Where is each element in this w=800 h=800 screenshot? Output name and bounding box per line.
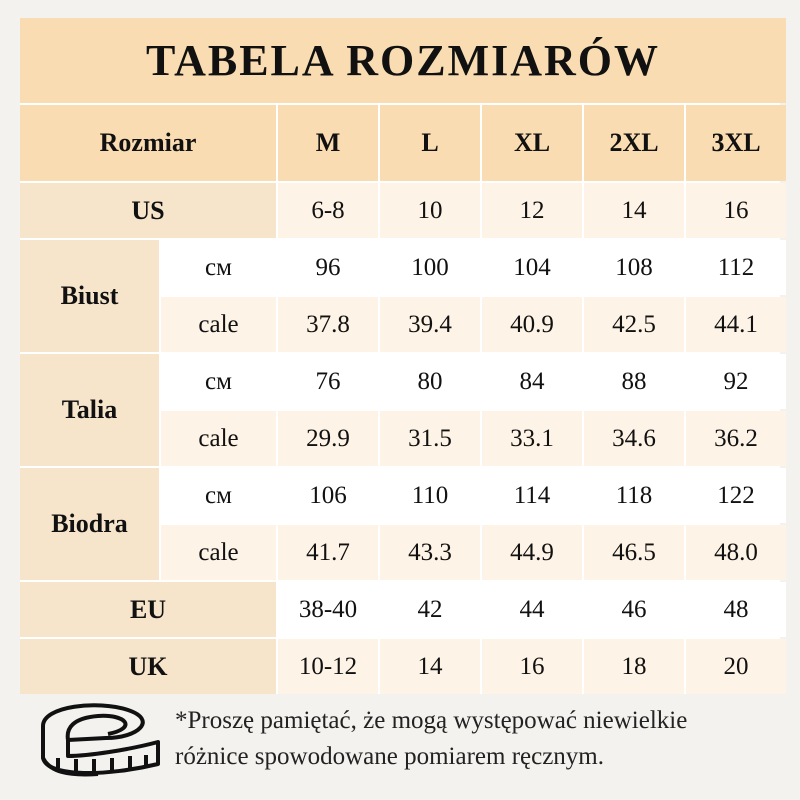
table-cell: 84 (482, 354, 582, 409)
table-cell: 44 (482, 582, 582, 637)
table-cell: 31.5 (380, 411, 480, 466)
table-cell: 44.1 (686, 297, 786, 352)
header-size-m: M (278, 105, 378, 181)
table-cell: 88 (584, 354, 684, 409)
table-cell: 37.8 (278, 297, 378, 352)
table-cell: 42 (380, 582, 480, 637)
table-cell: 110 (380, 468, 480, 523)
table-cell: 48 (686, 582, 786, 637)
table-cell: 29.9 (278, 411, 378, 466)
table-cell: 34.6 (584, 411, 684, 466)
note-line-1: *Proszę pamiętać, że mogą występować niewielkie (175, 707, 688, 734)
table-cell: 43.3 (380, 525, 480, 580)
table-cell: 92 (686, 354, 786, 409)
table-cell: 48.0 (686, 525, 786, 580)
table-cell: 96 (278, 240, 378, 295)
unit-label-cm: см (161, 468, 276, 523)
unit-label-cm: см (161, 354, 276, 409)
measurement-note (175, 703, 687, 775)
unit-label-cm: см (161, 240, 276, 295)
size-chart-table (20, 18, 780, 694)
table-cell: 114 (482, 468, 582, 523)
table-cell: 20 (686, 639, 786, 694)
measurement-label-biust: Biust (20, 240, 159, 352)
table-cell: 108 (584, 240, 684, 295)
table-cell: 10-12 (278, 639, 378, 694)
table-cell: 40.9 (482, 297, 582, 352)
measuring-tape-icon (38, 698, 163, 788)
note-line-2: różnice spowodowane pomiarem ręcznym. (175, 743, 605, 770)
table-cell: 112 (686, 240, 786, 295)
table-cell: 16 (482, 639, 582, 694)
chart-title: TABELA ROZMIARÓW (20, 18, 786, 103)
header-size-xl: XL (482, 105, 582, 181)
table-cell: 12 (482, 183, 582, 238)
table-cell: 46.5 (584, 525, 684, 580)
table-cell: 46 (584, 582, 684, 637)
table-cell: 36.2 (686, 411, 786, 466)
header-size-l: L (380, 105, 480, 181)
table-cell: 14 (380, 639, 480, 694)
table-cell: 14 (584, 183, 684, 238)
row-label-eu: EU (20, 582, 276, 637)
table-cell: 33.1 (482, 411, 582, 466)
table-cell: 44.9 (482, 525, 582, 580)
measurement-label-talia: Talia (20, 354, 159, 466)
row-label-us: US (20, 183, 276, 238)
measurement-label-biodra: Biodra (20, 468, 159, 580)
header-size-label: Rozmiar (20, 105, 276, 181)
table-cell: 42.5 (584, 297, 684, 352)
table-cell: 10 (380, 183, 480, 238)
table-cell: 100 (380, 240, 480, 295)
table-cell: 38-40 (278, 582, 378, 637)
unit-label-inches: cale (161, 411, 276, 466)
table-cell: 76 (278, 354, 378, 409)
table-cell: 18 (584, 639, 684, 694)
table-cell: 104 (482, 240, 582, 295)
table-cell: 122 (686, 468, 786, 523)
row-label-uk: UK (20, 639, 276, 694)
table-cell: 39.4 (380, 297, 480, 352)
header-size-3xl: 3XL (686, 105, 786, 181)
table-cell: 118 (584, 468, 684, 523)
unit-label-inches: cale (161, 525, 276, 580)
header-size-2xl: 2XL (584, 105, 684, 181)
table-cell: 41.7 (278, 525, 378, 580)
table-cell: 16 (686, 183, 786, 238)
unit-label-inches: cale (161, 297, 276, 352)
table-cell: 6-8 (278, 183, 378, 238)
table-cell: 106 (278, 468, 378, 523)
table-cell: 80 (380, 354, 480, 409)
